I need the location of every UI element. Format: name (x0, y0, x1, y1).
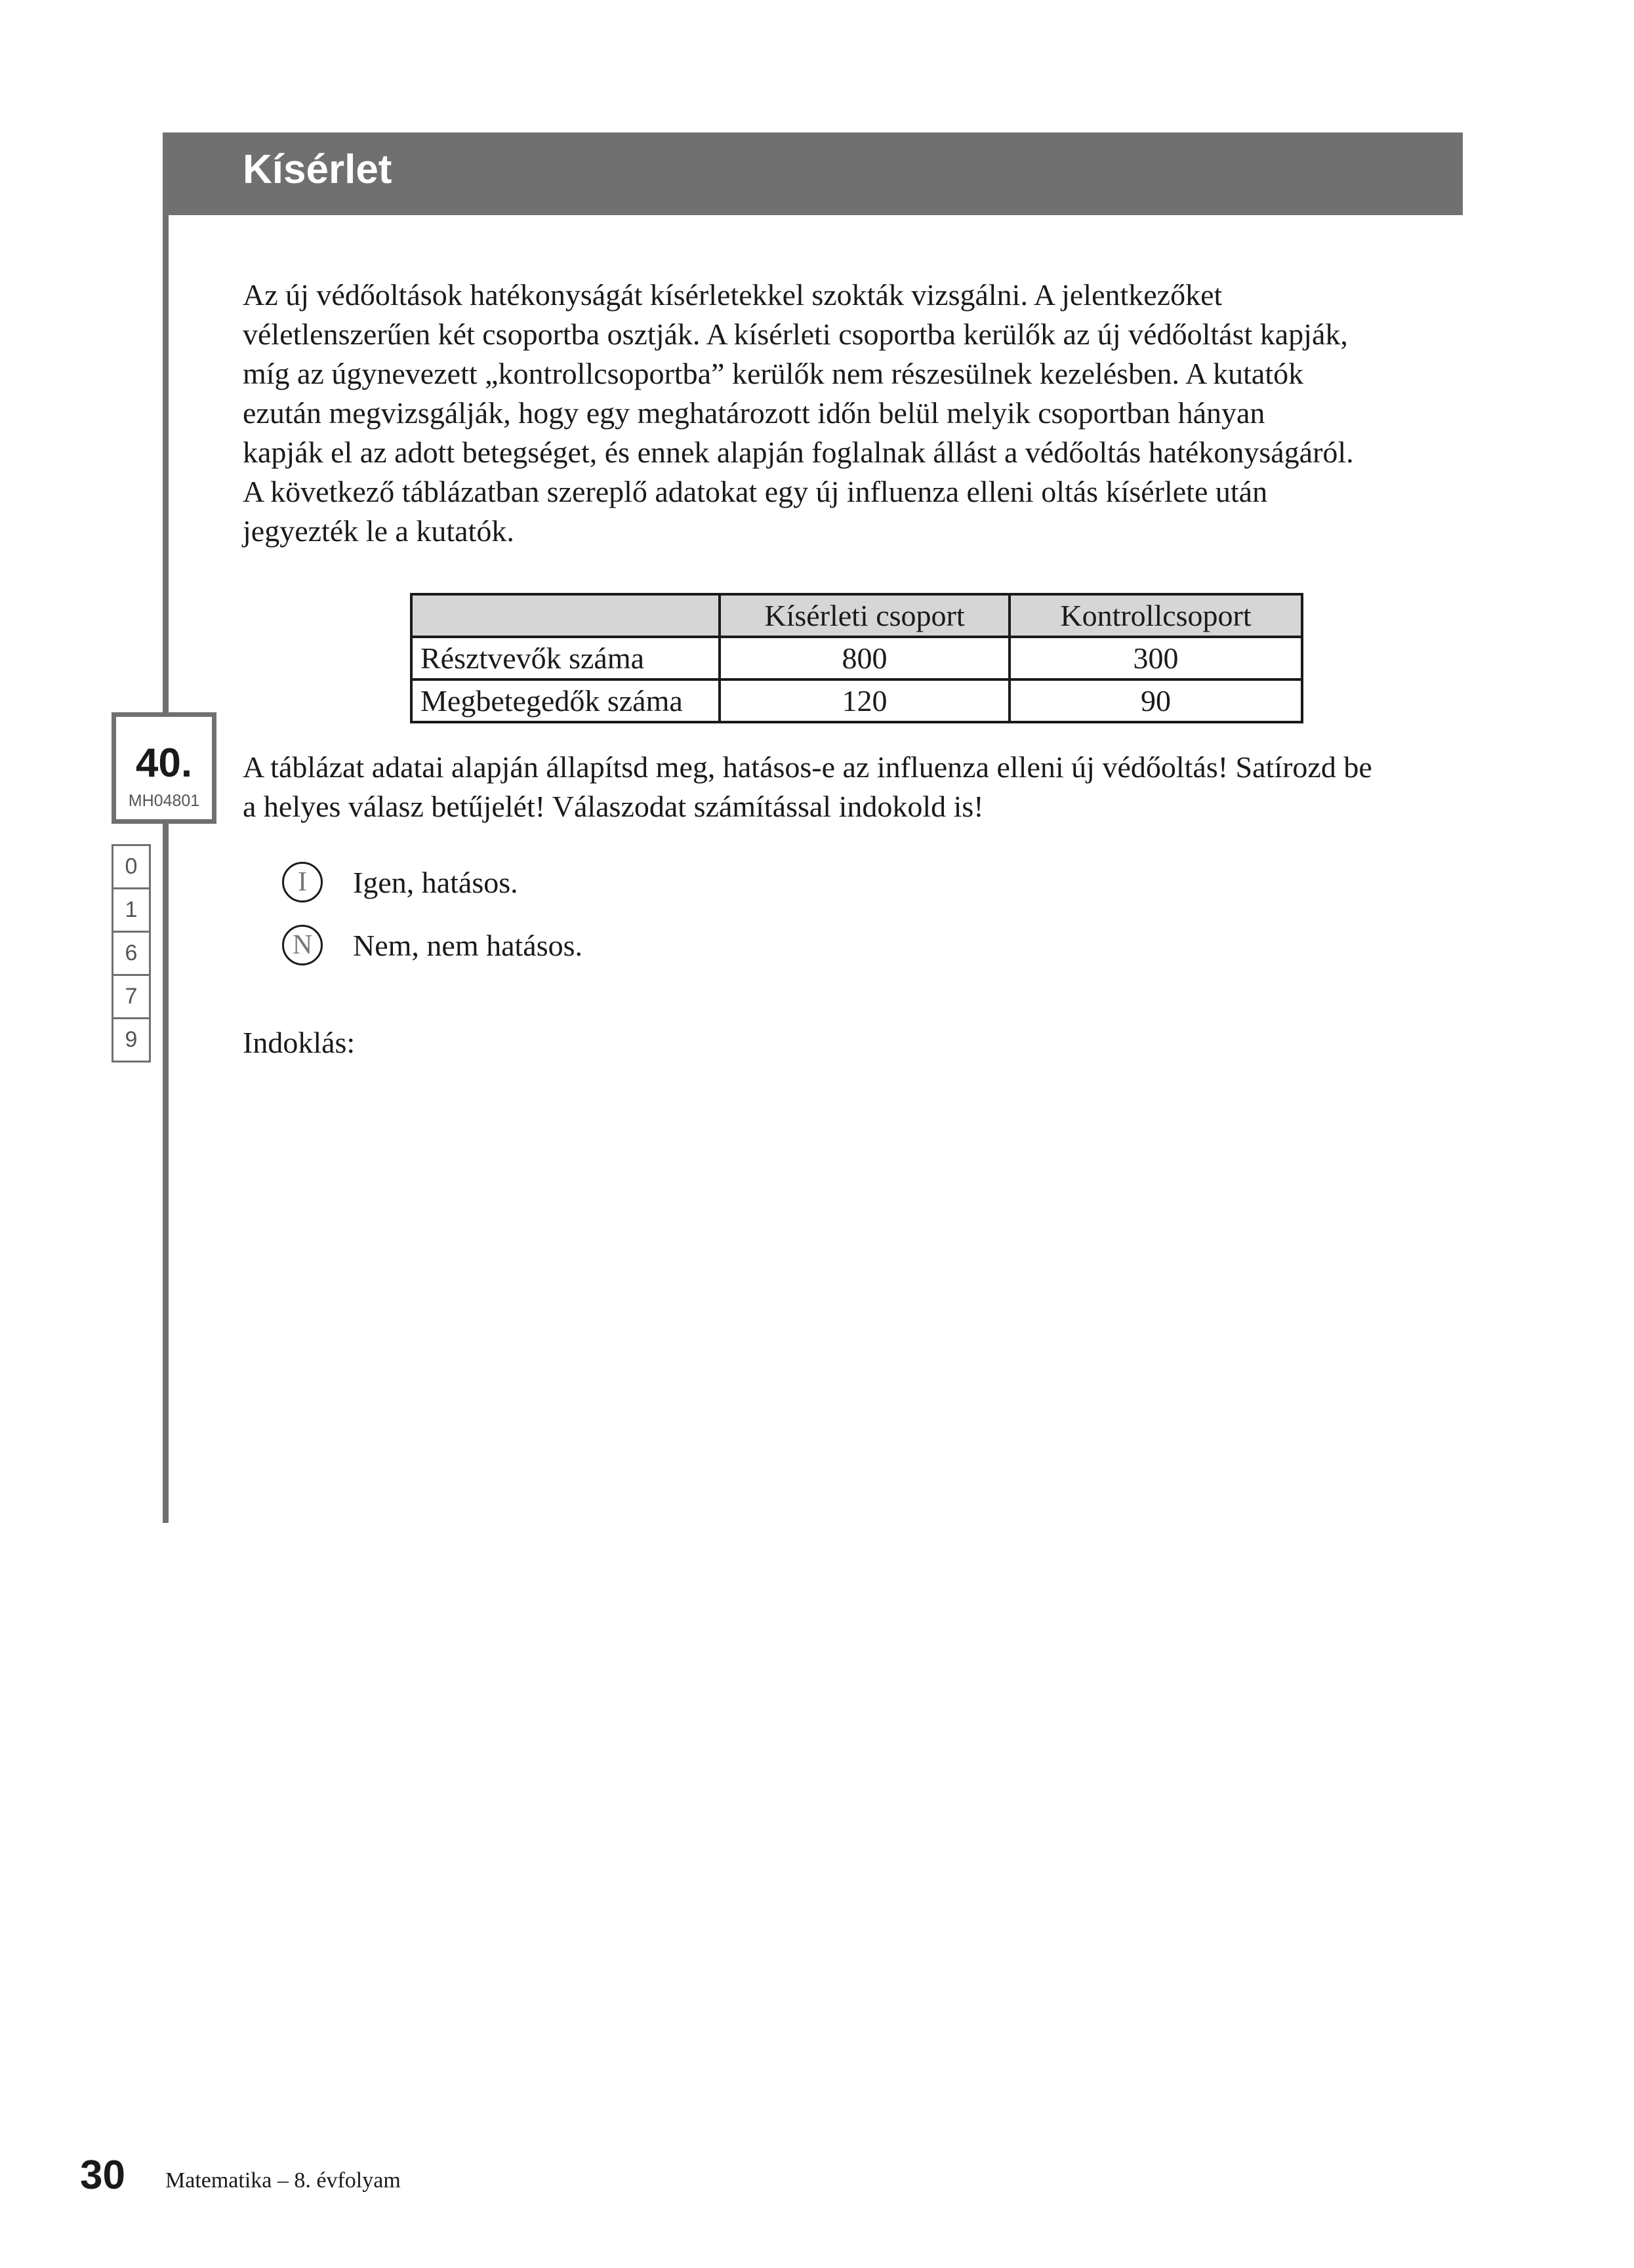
intro-paragraph (243, 275, 1469, 551)
question-line: A táblázat adatai alapján állapítsd meg, hatásos-e az influenza elleni új védőoltás! Satírozd be (243, 750, 1372, 784)
table-cell: 90 (1010, 679, 1302, 722)
reasoning-label: Indoklás: (243, 1026, 356, 1059)
table-header-cell: Kontrollcsoport (1010, 594, 1302, 637)
score-cell[interactable]: 7 (113, 976, 149, 1019)
table-row-label: Résztvevők száma (411, 637, 720, 679)
score-cell[interactable]: 6 (113, 933, 149, 976)
task-number: 40. (135, 740, 193, 786)
option-no[interactable] (282, 923, 582, 967)
table-row-label: Megbetegedők száma (411, 679, 720, 722)
intro-line: véletlenszerűen két csoportba osztják. A kísérleti csoportba kerülők az új védőoltást kapják, (243, 317, 1348, 351)
intro-line: Az új védőoltások hatékonyságát kísérletekkel szokták vizsgálni. A jelentkezőket (243, 278, 1223, 312)
task-code: MH04801 (128, 792, 200, 810)
intro-line: kapják el az adott betegséget, és ennek alapján foglalnak állást a védőoltás hatékonyságáról. (243, 435, 1354, 469)
intro-line: jegyezték le a kutatók. (243, 514, 514, 548)
table-row (411, 637, 1302, 679)
task-number-box (112, 712, 216, 824)
table-cell: 800 (720, 637, 1010, 679)
table-header-row (411, 594, 1302, 637)
footer-subject: Matematika – 8. évfolyam (165, 2168, 401, 2193)
option-bubble-i[interactable]: I (282, 862, 323, 902)
option-label: Igen, hatásos. (353, 865, 518, 899)
intro-line: ezután megvizsgálják, hogy egy meghatározott időn belül melyik csoportban hányan (243, 396, 1265, 430)
question-text (243, 748, 1476, 826)
table-header-cell: Kísérleti csoport (720, 594, 1010, 637)
intro-line: míg az úgynevezett „kontrollcsoportba” kerülők nem részesülnek kezelésben. A kutatók (243, 357, 1304, 390)
table-header-cell (411, 594, 720, 637)
score-cell[interactable]: 1 (113, 889, 149, 933)
table-cell: 120 (720, 679, 1010, 722)
page-number: 30 (80, 2153, 125, 2198)
intro-line: A következő táblázatban szereplő adatokat egy új influenza elleni oltás kísérlete után (243, 475, 1268, 508)
option-bubble-n[interactable]: N (282, 925, 323, 965)
section-title: Kísérlet (243, 147, 392, 192)
score-boxes (112, 844, 151, 1063)
left-margin-rule (163, 132, 169, 1523)
section-header-bar (163, 132, 1463, 215)
data-table (410, 593, 1303, 723)
score-cell[interactable]: 0 (113, 846, 149, 889)
score-cell[interactable]: 9 (113, 1019, 149, 1061)
table-row (411, 679, 1302, 722)
option-yes[interactable] (282, 861, 518, 904)
question-line: a helyes válasz betűjelét! Válaszodat számítással indokold is! (243, 790, 984, 823)
table-cell: 300 (1010, 637, 1302, 679)
option-label: Nem, nem hatásos. (353, 928, 583, 962)
